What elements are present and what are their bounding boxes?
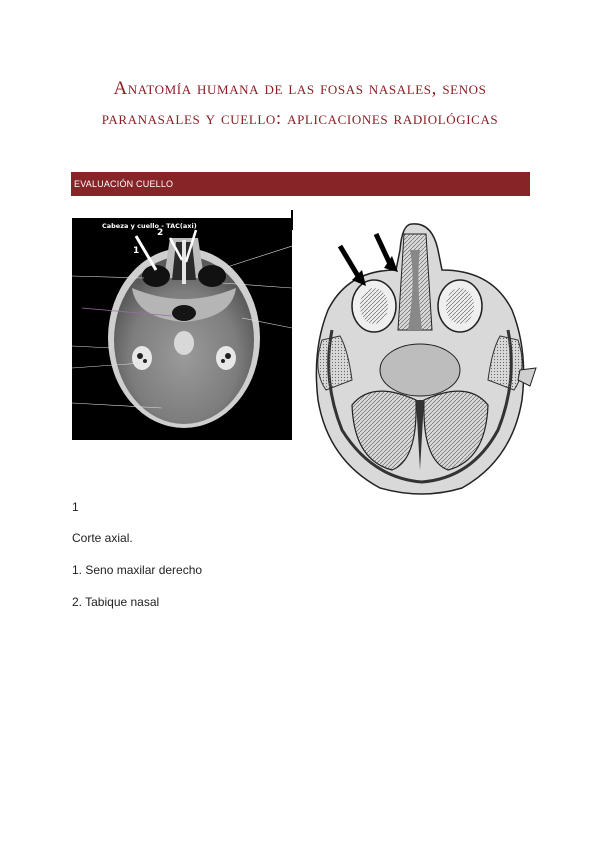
ct-scan-drawing	[72, 218, 292, 440]
figure-number: 1	[72, 500, 79, 514]
ct-label-1: 1	[133, 246, 140, 256]
section-header: EVALUACIÓN CUELLO	[71, 172, 530, 196]
anatomical-drawing	[292, 220, 550, 496]
atlas-drawing	[292, 220, 550, 496]
ct-label-2: 2	[157, 228, 164, 238]
ct-caption: Cabeza y cuello - TAC(axi)	[102, 222, 197, 230]
ct-scan-image	[72, 218, 292, 440]
page-title: Anatomía humana de las fosas nasales, senos paranasales y cuello: aplicaciones radiológicas	[101, 78, 499, 129]
list-item: 2. Tabique nasal	[72, 595, 160, 609]
list-item: 1. Seno maxilar derecho	[72, 563, 203, 577]
figure-description: Corte axial.	[72, 531, 133, 545]
